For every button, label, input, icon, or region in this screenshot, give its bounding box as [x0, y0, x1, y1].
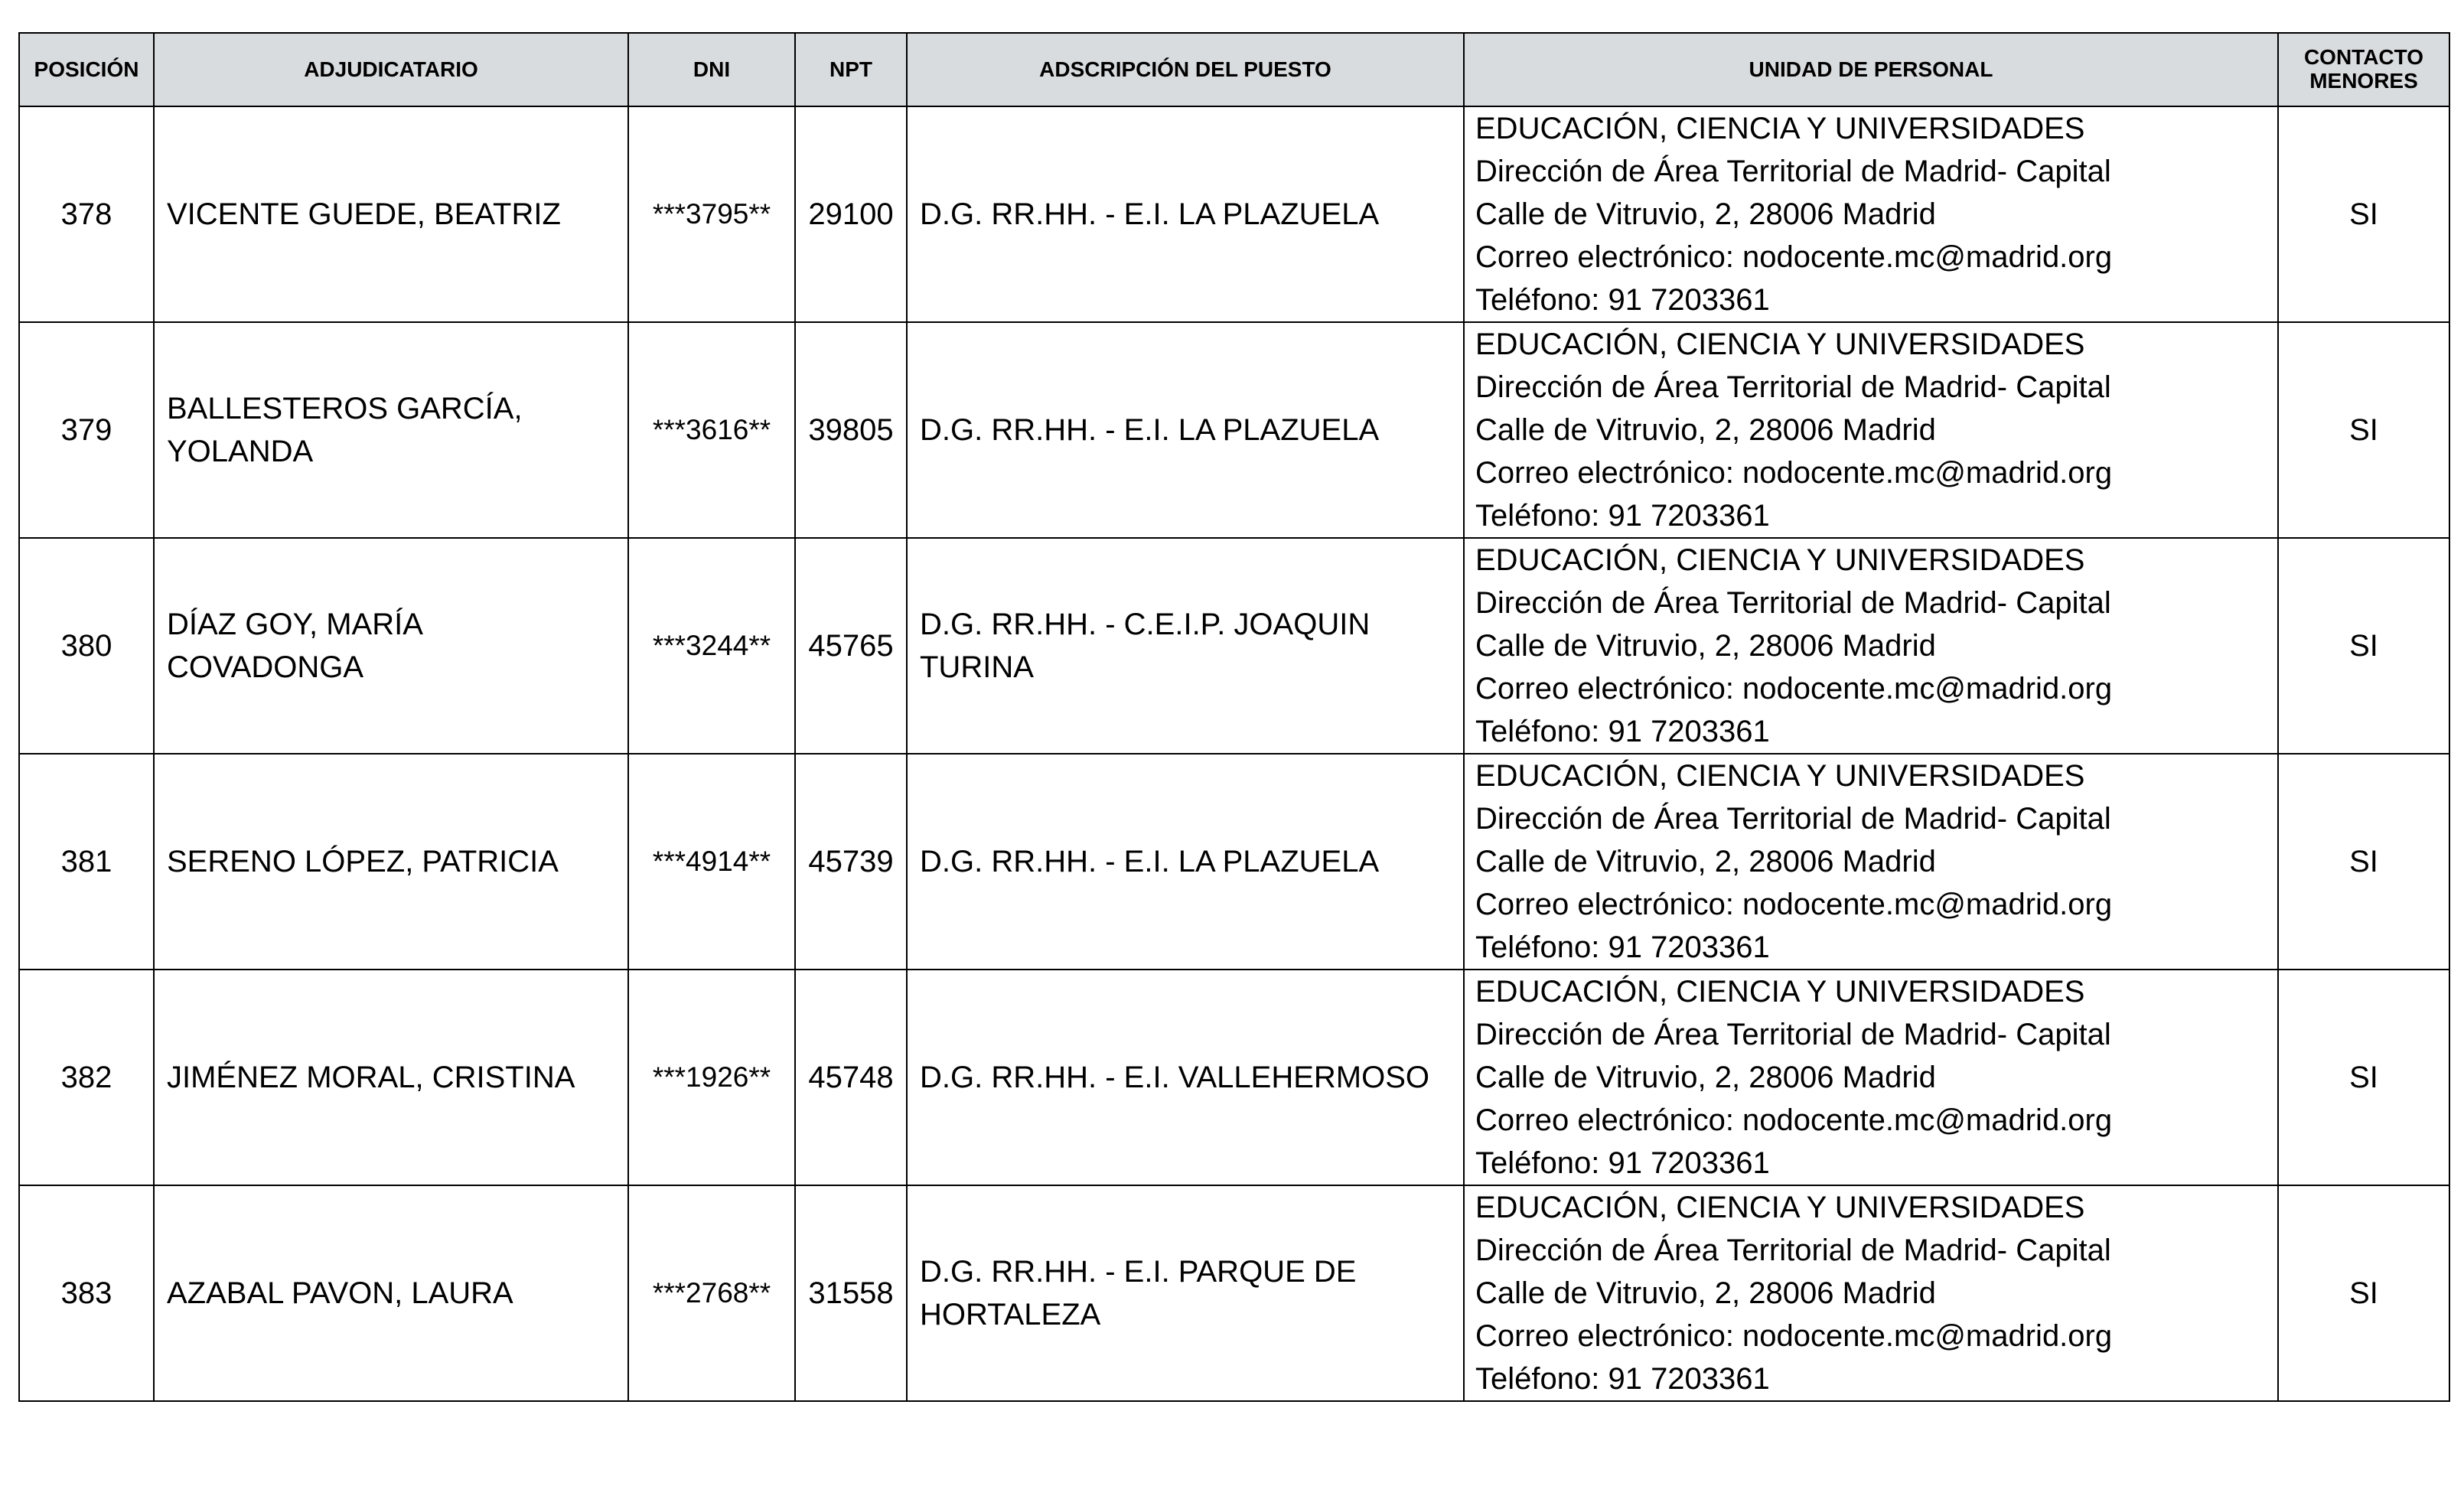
unidad-line: Correo electrónico: nodocente.mc@madrid.org [1475, 240, 2113, 274]
unidad-line: Teléfono: 91 7203361 [1475, 1146, 1770, 1180]
table-row [19, 538, 2449, 754]
cell-adjudicatario: AZABAL PAVON, LAURA [154, 1185, 628, 1401]
cell-adscripcion: D.G. RR.HH. - E.I. LA PLAZUELA [907, 106, 1464, 322]
cell-adjudicatario: BALLESTEROS GARCÍA, YOLANDA [154, 322, 628, 538]
cell-dni: ***3616** [628, 322, 795, 538]
cell-adscripcion: D.G. RR.HH. - E.I. PARQUE DE HORTALEZA [907, 1185, 1464, 1401]
cell-contacto-menores: SI [2278, 754, 2449, 970]
header-dni: DNI [628, 33, 795, 106]
table-row [19, 106, 2449, 322]
cell-posicion: 380 [19, 538, 154, 754]
cell-npt: 45739 [795, 754, 907, 970]
unidad-line: Dirección de Área Territorial de Madrid- Capital [1475, 1018, 2111, 1051]
table-row [19, 1185, 2449, 1401]
unidad-line: Calle de Vitruvio, 2, 28006 Madrid [1475, 629, 1936, 663]
cell-contacto-menores: SI [2278, 970, 2449, 1185]
unidad-line: Correo electrónico: nodocente.mc@madrid.org [1475, 888, 2113, 921]
unidad-line: EDUCACIÓN, CIENCIA Y UNIVERSIDADES [1475, 975, 2085, 1009]
unidad-line: Dirección de Área Territorial de Madrid- Capital [1475, 802, 2111, 836]
cell-contacto-menores: SI [2278, 322, 2449, 538]
header-posicion: POSICIÓN [19, 33, 154, 106]
unidad-line: EDUCACIÓN, CIENCIA Y UNIVERSIDADES [1475, 759, 2085, 793]
unidad-line: EDUCACIÓN, CIENCIA Y UNIVERSIDADES [1475, 112, 2085, 145]
cell-unidad [1464, 970, 2278, 1185]
unidad-line: Dirección de Área Territorial de Madrid- Capital [1475, 155, 2111, 188]
cell-unidad [1464, 538, 2278, 754]
cell-posicion: 382 [19, 970, 154, 1185]
unidad-line: Teléfono: 91 7203361 [1475, 499, 1770, 533]
unidad-line: Teléfono: 91 7203361 [1475, 715, 1770, 748]
cell-dni: ***4914** [628, 754, 795, 970]
unidad-line: Teléfono: 91 7203361 [1475, 1362, 1770, 1396]
cell-posicion: 378 [19, 106, 154, 322]
cell-npt: 31558 [795, 1185, 907, 1401]
unidad-line: Calle de Vitruvio, 2, 28006 Madrid [1475, 1276, 1936, 1310]
cell-unidad [1464, 106, 2278, 322]
cell-contacto-menores: SI [2278, 538, 2449, 754]
unidad-line: Dirección de Área Territorial de Madrid- Capital [1475, 586, 2111, 620]
header-unidad: UNIDAD DE PERSONAL [1464, 33, 2278, 106]
header-contacto-menores [2278, 33, 2449, 106]
unidad-line: Dirección de Área Territorial de Madrid- Capital [1475, 370, 2111, 404]
header-adjudicatario: ADJUDICATARIO [154, 33, 628, 106]
table-row [19, 322, 2449, 538]
cell-adscripcion: D.G. RR.HH. - E.I. LA PLAZUELA [907, 754, 1464, 970]
cell-dni: ***2768** [628, 1185, 795, 1401]
cell-dni: ***3795** [628, 106, 795, 322]
table-row [19, 970, 2449, 1185]
cell-adjudicatario: JIMÉNEZ MORAL, CRISTINA [154, 970, 628, 1185]
cell-adjudicatario: VICENTE GUEDE, BEATRIZ [154, 106, 628, 322]
unidad-line: Dirección de Área Territorial de Madrid- Capital [1475, 1234, 2111, 1267]
cell-adjudicatario: DÍAZ GOY, MARÍA COVADONGA [154, 538, 628, 754]
unidad-line: Correo electrónico: nodocente.mc@madrid.org [1475, 1103, 2113, 1137]
cell-unidad [1464, 322, 2278, 538]
cell-adscripcion: D.G. RR.HH. - C.E.I.P. JOAQUIN TURINA [907, 538, 1464, 754]
adjudication-table [18, 32, 2450, 1402]
cell-unidad [1464, 1185, 2278, 1401]
cell-contacto-menores: SI [2278, 106, 2449, 322]
cell-npt: 45765 [795, 538, 907, 754]
adjudication-table-container [18, 32, 2449, 1402]
cell-posicion: 381 [19, 754, 154, 970]
unidad-line: Calle de Vitruvio, 2, 28006 Madrid [1475, 413, 1936, 447]
unidad-line: Calle de Vitruvio, 2, 28006 Madrid [1475, 1061, 1936, 1094]
unidad-line: EDUCACIÓN, CIENCIA Y UNIVERSIDADES [1475, 328, 2085, 361]
cell-dni: ***3244** [628, 538, 795, 754]
unidad-line: Calle de Vitruvio, 2, 28006 Madrid [1475, 845, 1936, 878]
table-body [19, 106, 2449, 1401]
unidad-line: Correo electrónico: nodocente.mc@madrid.org [1475, 672, 2113, 706]
unidad-line: Correo electrónico: nodocente.mc@madrid.org [1475, 1319, 2113, 1353]
cell-unidad [1464, 754, 2278, 970]
unidad-line: Calle de Vitruvio, 2, 28006 Madrid [1475, 197, 1936, 231]
header-contacto-line1: CONTACTO [2303, 45, 2424, 70]
cell-adjudicatario: SERENO LÓPEZ, PATRICIA [154, 754, 628, 970]
cell-adscripcion: D.G. RR.HH. - E.I. VALLEHERMOSO [907, 970, 1464, 1185]
cell-npt: 45748 [795, 970, 907, 1185]
cell-npt: 29100 [795, 106, 907, 322]
cell-posicion: 379 [19, 322, 154, 538]
unidad-line: Teléfono: 91 7203361 [1475, 283, 1770, 317]
header-npt: NPT [795, 33, 907, 106]
unidad-line: Correo electrónico: nodocente.mc@madrid.org [1475, 456, 2113, 490]
unidad-line: EDUCACIÓN, CIENCIA Y UNIVERSIDADES [1475, 543, 2085, 577]
cell-adscripcion: D.G. RR.HH. - E.I. LA PLAZUELA [907, 322, 1464, 538]
cell-npt: 39805 [795, 322, 907, 538]
table-header-row [19, 33, 2449, 106]
header-contacto-line2: MENORES [2309, 69, 2418, 93]
cell-posicion: 383 [19, 1185, 154, 1401]
unidad-line: EDUCACIÓN, CIENCIA Y UNIVERSIDADES [1475, 1191, 2085, 1224]
cell-dni: ***1926** [628, 970, 795, 1185]
table-row [19, 754, 2449, 970]
cell-contacto-menores: SI [2278, 1185, 2449, 1401]
unidad-line: Teléfono: 91 7203361 [1475, 930, 1770, 964]
header-adscripcion: ADSCRIPCIÓN DEL PUESTO [907, 33, 1464, 106]
